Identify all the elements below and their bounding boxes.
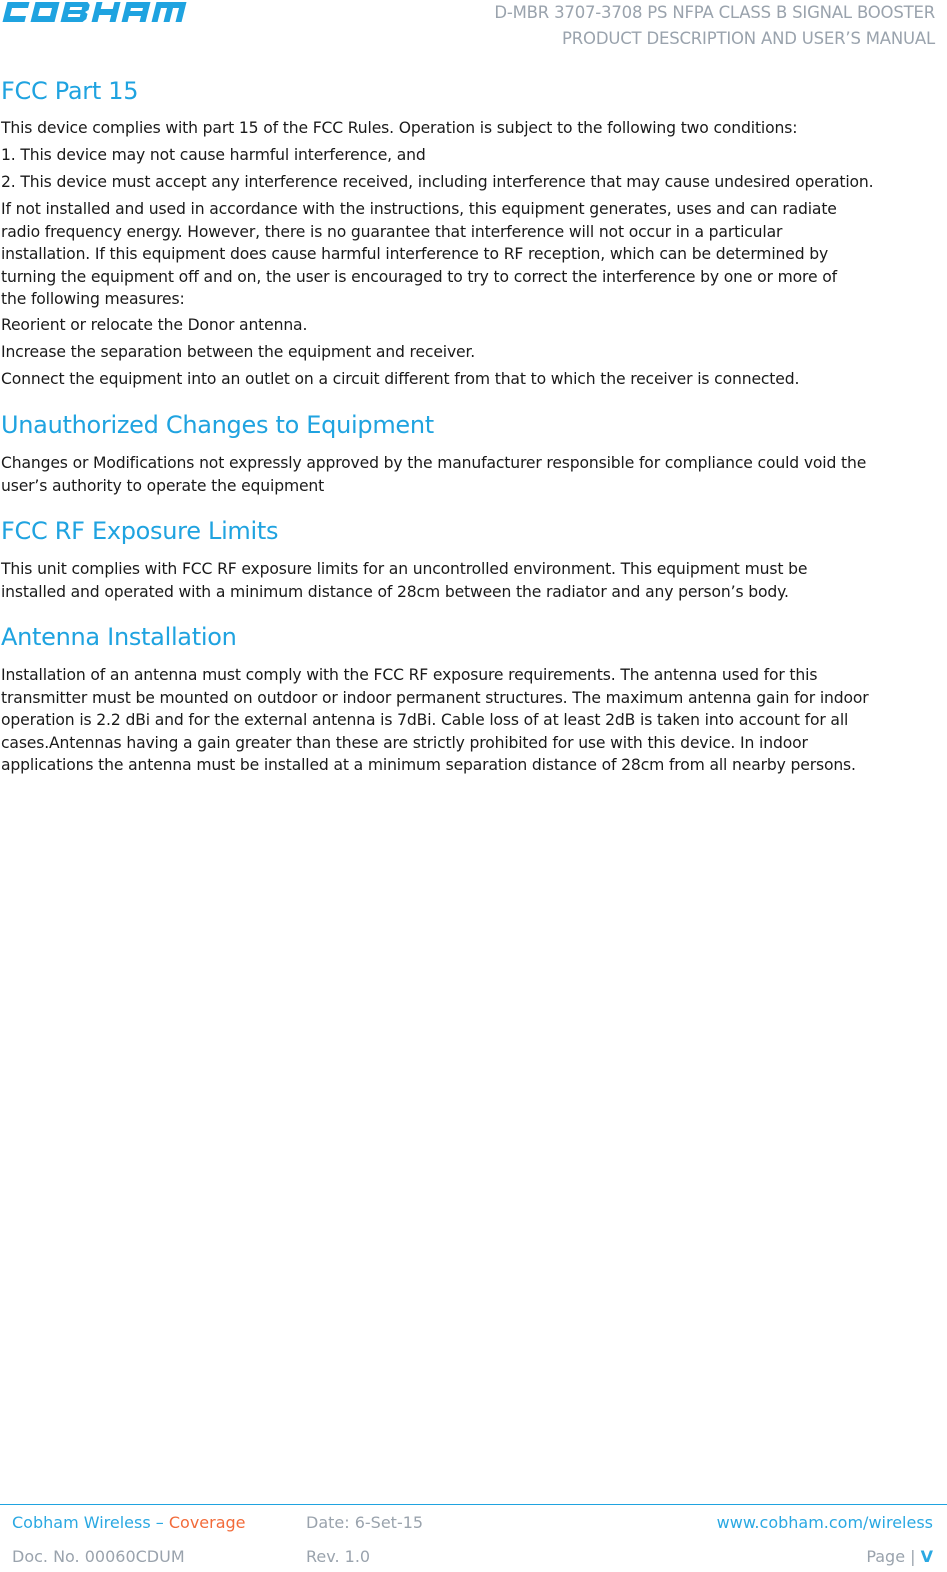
fcc15-measure-3: Connect the equipment into an outlet on a circuit different from that to which the receiver is connected.	[1, 370, 800, 388]
section-title-antenna-installation: Antenna Installation	[1, 623, 237, 651]
paragraph-line: cases.Antennas having a gain greater than these are strictly prohibited for use with this device. In indoor	[1, 733, 808, 752]
changes-paragraph	[1, 452, 937, 497]
paragraph-line: Changes or Modifications not expressly approved by the manufacturer responsible for compliance could void the	[1, 454, 867, 472]
paragraph-line: operation is 2.2 dBi and for the external antenna is 7dBi. Cable loss of at least 2dB is taken into account for all	[1, 711, 849, 729]
section-title-rf-exposure: FCC RF Exposure Limits	[1, 517, 279, 545]
footer-page-label: Page |	[866, 1547, 921, 1566]
footer-page-number: V	[920, 1547, 933, 1566]
paragraph-line: installed and operated with a minimum distance of 28cm between the radiator and any person’s body.	[1, 582, 789, 601]
footer-company-name: Cobham Wireless	[12, 1513, 151, 1532]
fcc15-condition-2: 2. This device must accept any interference received, including interference that may cause undesired operation.	[1, 173, 874, 191]
cobham-logo	[0, 0, 200, 26]
fcc15-measure-2: Increase the separation between the equipment and receiver.	[1, 343, 476, 361]
footer-dash: –	[150, 1513, 169, 1532]
paragraph-line: radio frequency energy. However, there is no guarantee that interference will not occur in a particular	[1, 222, 783, 241]
document-title-line-2: PRODUCT DESCRIPTION AND USER’S MANUAL	[562, 29, 935, 48]
fcc15-intro: This device complies with part 15 of the FCC Rules. Operation is subject to the following two conditions:	[1, 119, 798, 137]
footer-date: Date: 6-Set-15	[306, 1513, 424, 1532]
paragraph-line: Installation of an antenna must comply with the FCC RF exposure requirements. The antenna used for this	[1, 666, 818, 684]
paragraph-line: This unit complies with FCC RF exposure limits for an uncontrolled environment. This equipment must be	[1, 560, 808, 578]
exposure-paragraph	[1, 558, 937, 603]
footer-page	[866, 1545, 933, 1569]
footer-doc-number: Doc. No. 00060CDUM	[12, 1547, 185, 1566]
footer-division: Coverage	[168, 1513, 246, 1532]
fcc15-interference-paragraph	[1, 198, 937, 311]
footer-website-link[interactable]: www.cobham.com/wireless	[716, 1513, 933, 1532]
document-title	[494, 0, 935, 52]
paragraph-line: user’s authority to operate the equipment	[1, 476, 325, 495]
paragraph-line: the following measures:	[1, 290, 185, 308]
footer-row-2	[0, 1545, 947, 1569]
fcc15-measure-1: Reorient or relocate the Donor antenna.	[1, 316, 308, 334]
document-title-line-1: D-MBR 3707-3708 PS NFPA CLASS B SIGNAL BOOSTER	[494, 3, 935, 22]
paragraph-line: transmitter must be mounted on outdoor or indoor permanent structures. The maximum antenna gain for indoor	[1, 688, 869, 707]
antenna-paragraph	[1, 664, 937, 777]
fcc15-condition-1: 1. This device may not cause harmful interference, and	[1, 146, 426, 164]
paragraph-line: installation. If this equipment does cause harmful interference to RF reception, which can be determined by	[1, 245, 829, 263]
paragraph-line: turning the equipment off and on, the user is encouraged to try to correct the interference by one or more of	[1, 267, 837, 286]
footer-divider	[0, 1504, 947, 1505]
footer-revision: Rev. 1.0	[306, 1547, 371, 1566]
footer-company	[12, 1511, 246, 1535]
footer-row-1	[0, 1511, 947, 1535]
section-title-unauthorized-changes: Unauthorized Changes to Equipment	[1, 411, 434, 439]
paragraph-line: applications the antenna must be installed at a minimum separation distance of 28cm from all nearby persons.	[1, 756, 856, 774]
paragraph-line: If not installed and used in accordance with the instructions, this equipment generates, uses and can radiate	[1, 200, 837, 218]
section-title-fcc-part-15: FCC Part 15	[1, 77, 139, 105]
